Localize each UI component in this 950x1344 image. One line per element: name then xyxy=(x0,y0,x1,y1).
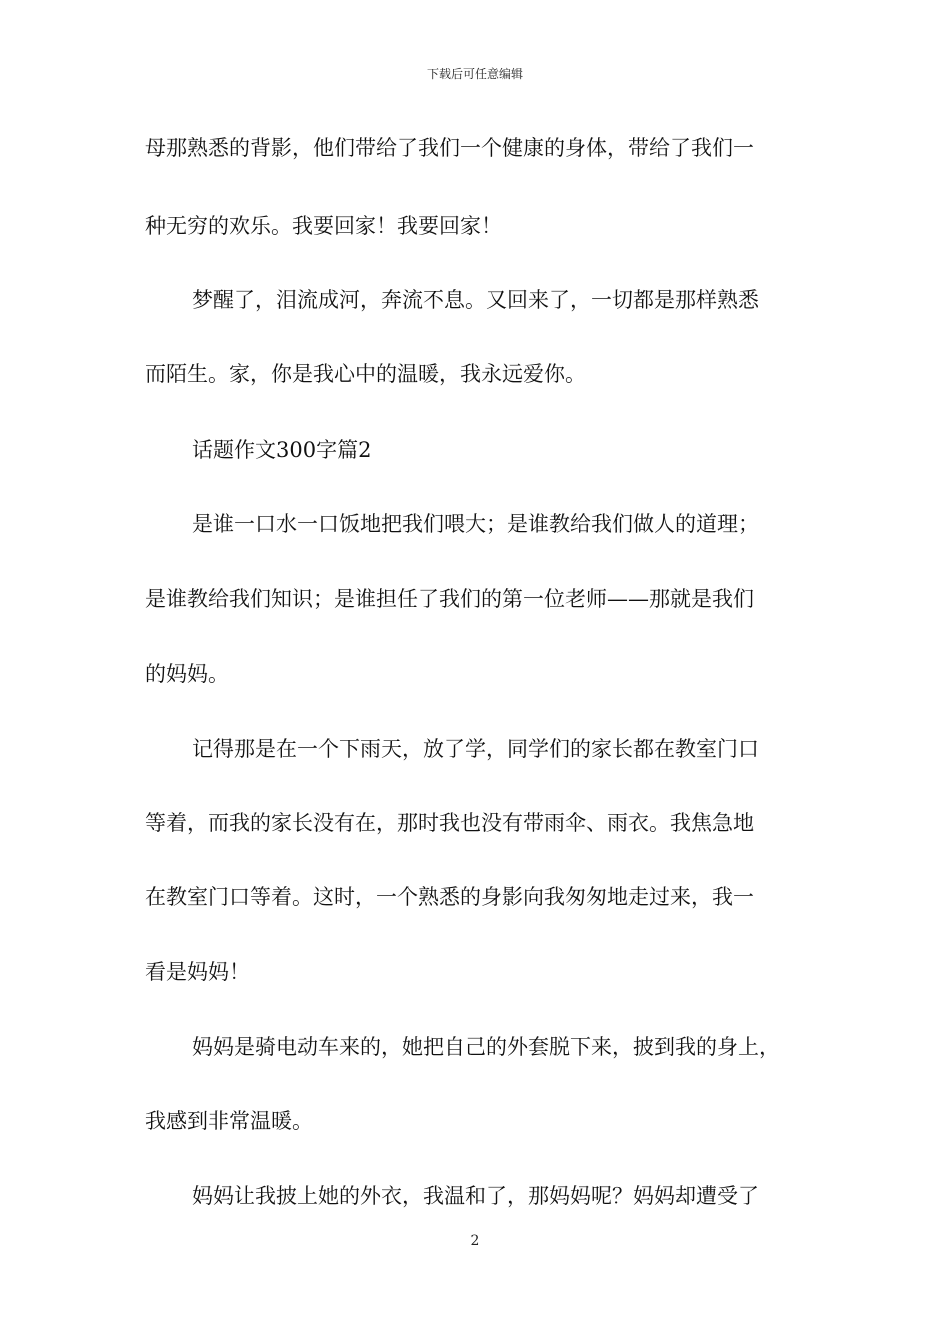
paragraph-start-line: 妈妈让我披上她的外衣，我温和了，那妈妈呢？妈妈却遭受了 xyxy=(192,1184,759,1208)
text-line: 看是妈妈！ xyxy=(145,960,250,984)
section-heading: 话题作文300字篇2 xyxy=(192,438,372,462)
paragraph-start-line: 梦醒了，泪流成河，奔流不息。又回来了，一切都是那样熟悉 xyxy=(192,288,759,312)
paragraph-start-line: 记得那是在一个下雨天，放了学，同学们的家长都在教室门口 xyxy=(192,737,759,761)
paragraph-start-line: 妈妈是骑电动车来的，她把自己的外套脱下来，披到我的身上， xyxy=(192,1035,780,1059)
text-line: 等着，而我的家长没有在，那时我也没有带雨伞、雨衣。我焦急地 xyxy=(145,811,754,835)
paragraph-start-line: 是谁一口水一口饭地把我们喂大；是谁教给我们做人的道理； xyxy=(192,512,759,536)
text-line: 而陌生。家，你是我心中的温暖，我永远爱你。 xyxy=(145,362,586,386)
text-line: 在教室门口等着。这时，一个熟悉的身影向我匆匆地走过来，我一 xyxy=(145,885,754,909)
text-line: 是谁教给我们知识；是谁担任了我们的第一位老师——那就是我们 xyxy=(145,587,754,611)
text-line: 的妈妈。 xyxy=(145,662,229,686)
page-number: 2 xyxy=(470,1233,480,1249)
page-header: 下载后可任意编辑 xyxy=(426,67,523,81)
text-line: 我感到非常温暖。 xyxy=(145,1109,313,1133)
text-line: 种无穷的欢乐。我要回家！我要回家！ xyxy=(145,214,502,238)
text-line: 母那熟悉的背影，他们带给了我们一个健康的身体，带给了我们一 xyxy=(145,136,754,160)
